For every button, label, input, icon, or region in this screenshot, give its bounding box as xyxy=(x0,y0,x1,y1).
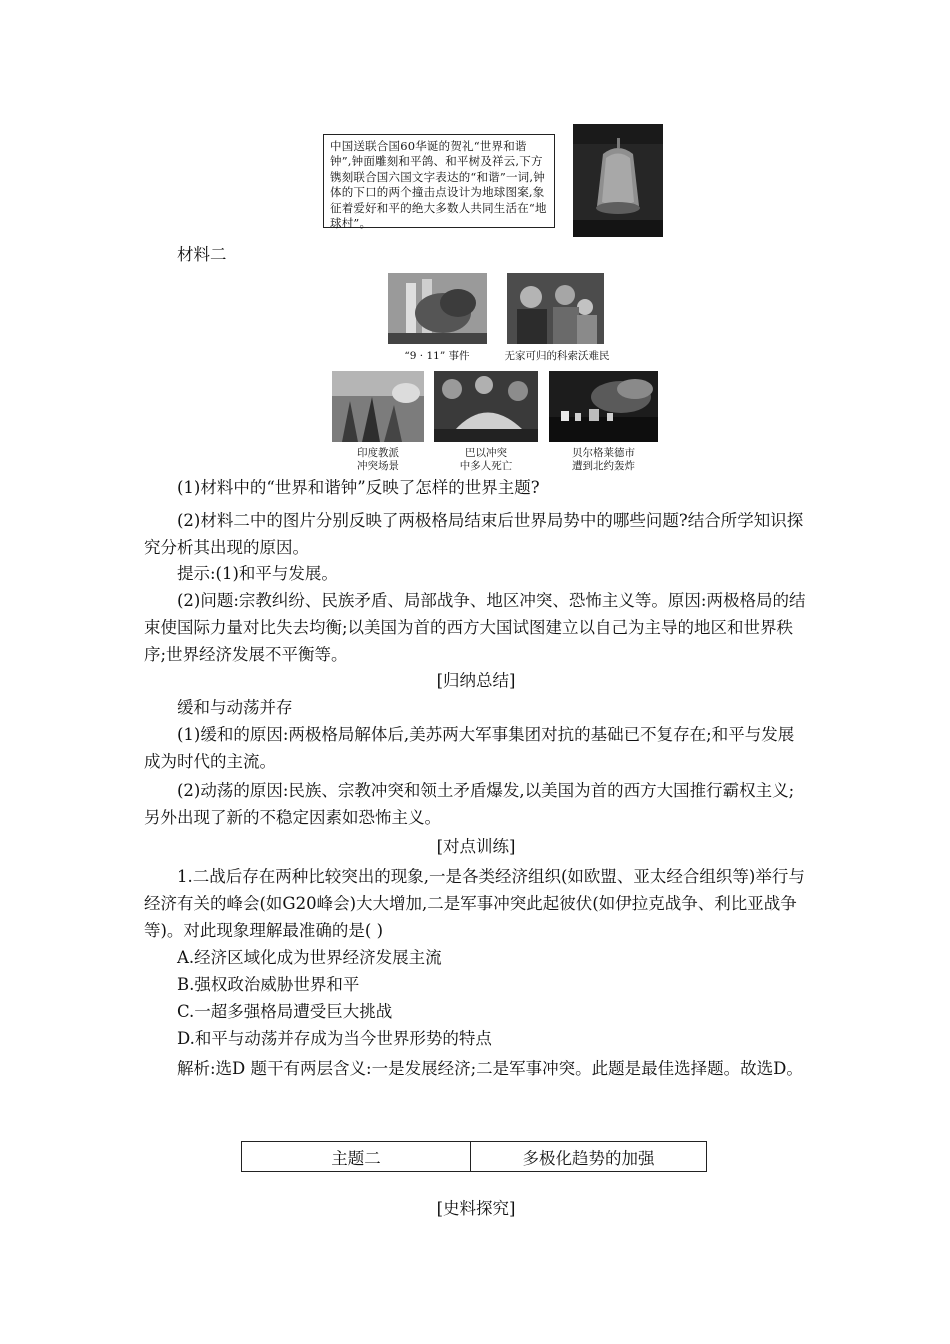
caption-palestine xyxy=(434,447,538,473)
summary-point-2: (2)动荡的原因:民族、宗教冲突和领土矛盾爆发,以美国为首的西方大国推行霸权主义;另外出现了新的不稳定因素如恐怖主义。 xyxy=(144,781,795,827)
summary-heading: [归纳总结] xyxy=(436,671,516,690)
option-b: B.强权政治威胁世界和平 xyxy=(177,975,360,994)
hint-2: (2)问题:宗教纠纷、民族矛盾、局部战争、地区冲突、恐怖主义等。原因:两极格局的结束使国际力量对比失去均衡;以美国为首的西方大国试图建立以自己为主导的地区和世界秩序;世界经济发展不平衡等。 xyxy=(144,591,806,664)
photo-kosovo xyxy=(507,273,604,344)
option-a: A.经济区域化成为世界经济发展主流 xyxy=(177,948,442,967)
caption-india-line1: 印度教派 xyxy=(357,447,399,459)
bell-image xyxy=(573,124,663,237)
question-1: (1)材料中的“世界和谐钟”反映了怎样的世界主题? xyxy=(177,478,540,497)
summary-point-1: (1)缓和的原因:两极格局解体后,美苏两大军事集团对抗的基础已不复存在;和平与发展成为时代的主流。 xyxy=(144,725,795,771)
caption-911: “9 · 11” 事件 xyxy=(404,350,470,362)
hint-1: 提示:(1)和平与发展。 xyxy=(177,564,338,583)
photo-911 xyxy=(388,273,487,344)
caption-palestine-line2: 中多人死亡 xyxy=(459,460,513,472)
topic-label: 主题二 xyxy=(242,1142,471,1171)
photo-belgrade xyxy=(549,371,658,442)
topic-table xyxy=(241,1141,707,1172)
caption-kosovo: 无家可归的科索沃难民 xyxy=(504,350,610,362)
bell-caption-box: 中国送联合国60华诞的贺礼“世界和谐钟”,钟面雕刻和平鸽、和平树及祥云,下方镌刻联合国六国文字表达的“和谐”一词,钟体的下口的两个撞击点设计为地球图案,象征着爱好和平的绝大多数人共同生活在“地球村”。 xyxy=(323,134,555,228)
topic-title: 多极化趋势的加强 xyxy=(522,1148,655,1168)
analysis: 解析:选D 题干有两层含义:一是发展经济;二是军事冲突。此题是最佳选择题。故选D。 xyxy=(177,1059,803,1078)
practice-heading: [对点训练] xyxy=(436,837,516,856)
caption-belgrade-line2: 遭到北约轰炸 xyxy=(572,460,635,472)
caption-india xyxy=(332,447,424,473)
option-c: C.一超多强格局遭受巨大挑战 xyxy=(177,1002,393,1021)
photo-palestine xyxy=(434,371,538,442)
caption-india-line2: 冲突场景 xyxy=(357,460,399,472)
photo-india xyxy=(332,371,424,442)
material-two-label: 材料二 xyxy=(177,245,227,264)
caption-belgrade xyxy=(549,447,658,473)
caption-palestine-line1: 巴以冲突 xyxy=(465,447,507,459)
caption-belgrade-line1: 贝尔格莱德市 xyxy=(572,447,635,459)
practice-question: 1.二战后存在两种比较突出的现象,一是各类经济组织(如欧盟、亚太经合组织等)举行与经济有关的峰会(如G20峰会)大大增加,二是军事冲突此起彼伏(如伊拉克战争、利比亚战争等)。对此现象理解最准确的是( ) xyxy=(144,867,805,940)
option-d: D.和平与动荡并存成为当今世界形势的特点 xyxy=(177,1029,492,1048)
summary-title: 缓和与动荡并存 xyxy=(177,698,293,717)
bell-photo xyxy=(573,124,663,237)
question-2: (2)材料二中的图片分别反映了两极格局结束后世界局势中的哪些问题?结合所学知识探究分析其出现的原因。 xyxy=(144,511,804,557)
source-heading: [史料探究] xyxy=(436,1199,516,1218)
